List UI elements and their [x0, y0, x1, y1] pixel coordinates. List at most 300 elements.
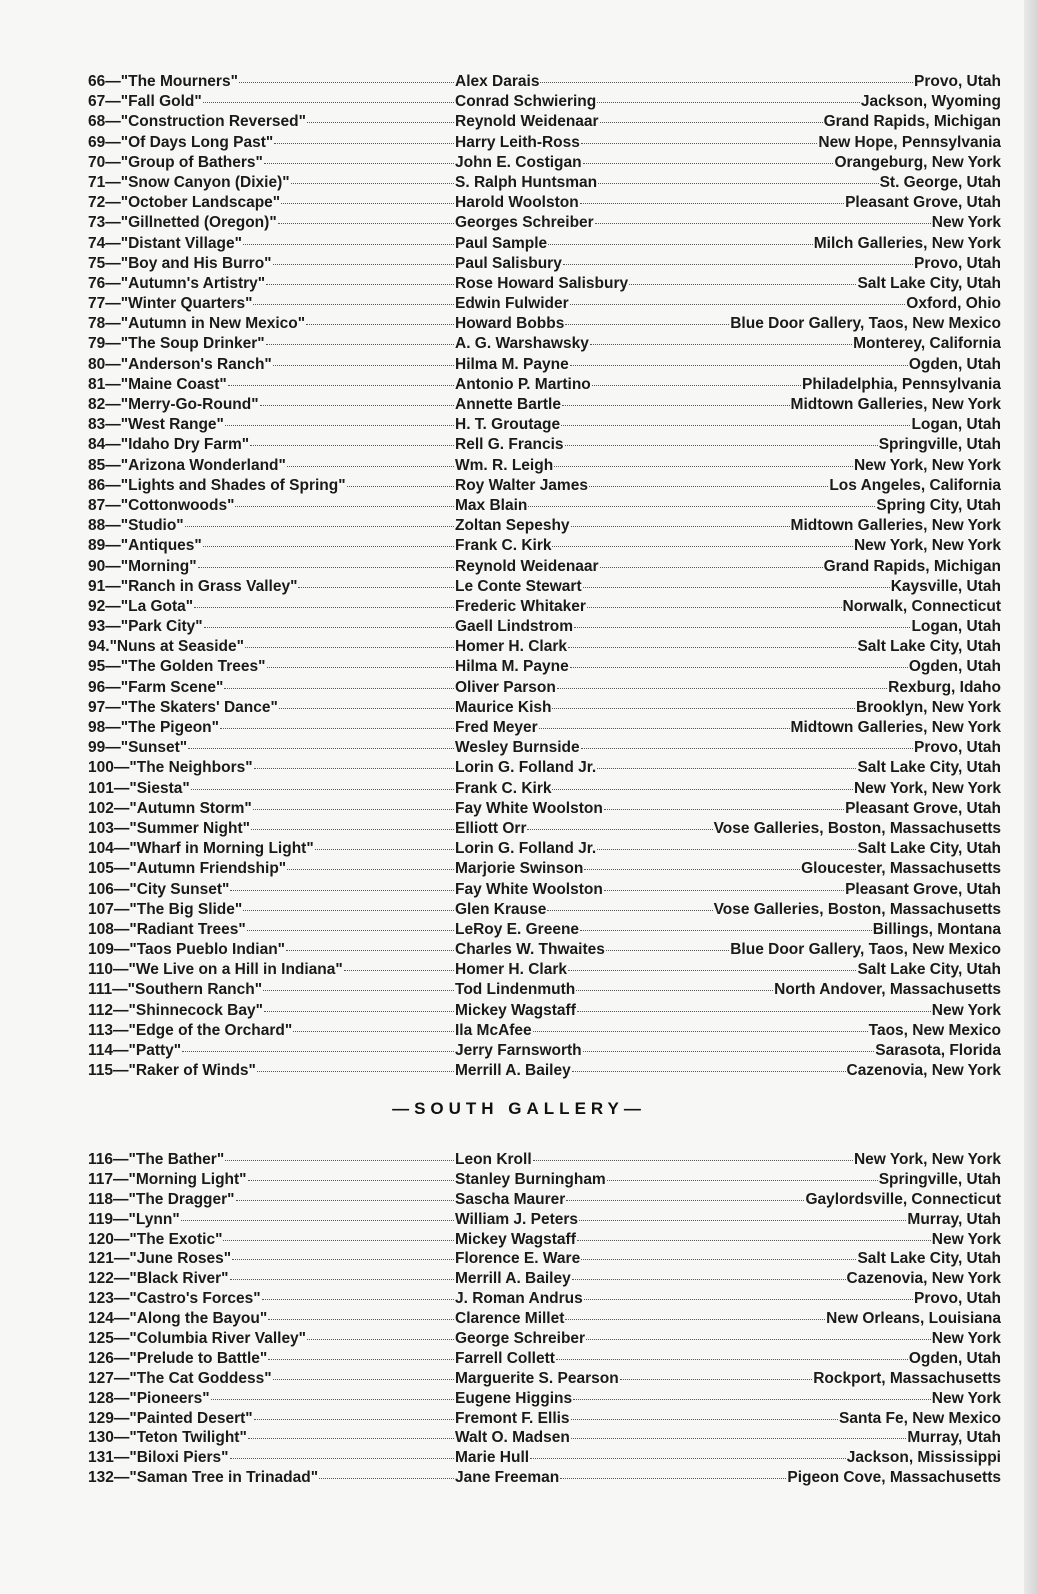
dot-leader	[572, 1070, 846, 1072]
entry-title-group	[88, 1309, 455, 1329]
entry-title: "Along the Bayou"	[129, 1310, 268, 1328]
entry-artist: Zoltan Sepeshy	[455, 517, 570, 535]
entry-artist-group	[455, 1389, 1001, 1409]
entry-artist: Edwin Fulwider	[455, 295, 569, 313]
entry-location: Pleasant Grove, Utah	[845, 799, 1001, 817]
page-edge	[1024, 0, 1038, 1594]
entry-title: "The Bather"	[128, 1151, 225, 1168]
entry-artist-group	[455, 779, 1001, 799]
entry-title: "Gillnetted (Oregon)"	[120, 214, 277, 232]
dot-leader	[264, 1010, 454, 1012]
dot-leader	[563, 263, 913, 265]
entry-artist: John E. Costigan	[455, 153, 582, 171]
catalog-entry	[88, 738, 1001, 758]
entry-location: New York	[931, 1230, 1001, 1248]
entry-number: 81—	[88, 375, 121, 393]
dot-leader	[600, 566, 823, 568]
catalog-entry	[88, 395, 1001, 415]
entry-artist-group	[455, 234, 1001, 254]
entry-title: "Prelude to Battle"	[129, 1349, 268, 1367]
dot-leader	[291, 182, 454, 184]
catalog-entry	[88, 799, 1001, 819]
catalog-entry	[88, 476, 1001, 496]
dot-leader	[273, 364, 454, 366]
entry-title: "Painted Desert"	[129, 1409, 253, 1427]
entry-number: 129—	[88, 1409, 130, 1427]
entry-artist: Fay White Woolston	[455, 880, 603, 898]
entry-number: 70—	[88, 153, 121, 171]
entry-title: "Maine Coast"	[120, 375, 227, 393]
entry-number: 82—	[88, 396, 121, 413]
entry-location: Midtown Galleries, New York	[790, 396, 1001, 413]
entry-number: 120—	[88, 1230, 130, 1248]
entry-location: Pigeon Cove, Massachusetts	[787, 1469, 1001, 1487]
entry-title: "Saman Tree in Trinadad"	[129, 1469, 319, 1487]
entry-title: "Morning Light"	[128, 1170, 247, 1188]
entry-location: New York	[931, 1330, 1001, 1348]
entry-number: 99—	[88, 739, 121, 757]
entry-location: Provo, Utah	[914, 1290, 1001, 1308]
entry-number: 93—	[88, 618, 121, 636]
entry-number: 126—	[88, 1349, 130, 1367]
entry-artist: Tod Lindenmuth	[455, 981, 576, 999]
entry-artist: Rose Howard Salisbury	[455, 274, 629, 292]
dot-leader	[181, 1219, 454, 1221]
dot-leader	[287, 868, 454, 870]
catalog-entry	[88, 72, 1001, 92]
catalog-entry	[88, 1170, 1001, 1190]
dot-leader	[562, 404, 790, 406]
entry-artist-group	[455, 1289, 1001, 1309]
entry-title-group	[88, 577, 455, 597]
dot-leader	[278, 222, 454, 224]
entry-artist: Antonio P. Martino	[455, 375, 591, 393]
catalog-entry	[88, 193, 1001, 213]
catalog-entry	[88, 1001, 1001, 1021]
dot-leader	[185, 525, 454, 527]
entry-location: New Orleans, Louisiana	[826, 1310, 1001, 1328]
catalog-entry	[88, 516, 1001, 536]
entry-title-group	[88, 334, 455, 354]
entry-title: "City Sunset"	[129, 880, 230, 898]
entry-artist: Elliott Orr	[455, 819, 527, 837]
entry-title-group	[88, 153, 455, 173]
entry-number: 122—	[88, 1270, 130, 1288]
entry-artist: Farrell Collett	[455, 1349, 555, 1367]
entry-number: 75—	[88, 254, 121, 272]
entry-location: Orangeburg, New York	[834, 153, 1001, 171]
dot-leader	[279, 707, 454, 709]
entry-artist-group	[455, 476, 1001, 496]
dot-leader	[554, 465, 853, 467]
entry-number: 110—	[88, 961, 129, 979]
entry-title: "Lights and Shades of Spring"	[120, 476, 346, 494]
catalog-entry	[88, 859, 1001, 879]
entry-artist: Charles W. Thwaites	[455, 941, 605, 959]
entry-artist: Max Blain	[455, 496, 528, 514]
entry-artist: Maurice Kish	[455, 698, 552, 716]
entry-location: Kaysville, Utah	[890, 577, 1001, 595]
entry-title: "Nuns at Seaside"	[109, 638, 244, 656]
dot-leader	[565, 323, 729, 325]
entry-number: 97—	[88, 698, 121, 716]
entry-location: North Andover, Massachusetts	[774, 981, 1001, 999]
dot-leader	[571, 525, 790, 527]
dot-leader	[539, 727, 790, 729]
catalog-entry	[88, 1041, 1001, 1061]
entry-artist-group	[455, 294, 1001, 314]
catalog-entry	[88, 1468, 1001, 1488]
entry-title-group	[88, 1190, 455, 1210]
entry-artist-group	[455, 577, 1001, 597]
entry-title: "Winter Quarters"	[120, 295, 253, 313]
entry-title-group	[88, 718, 455, 738]
dot-leader	[547, 909, 712, 911]
entry-artist-group	[455, 960, 1001, 980]
entry-location: Rexburg, Idaho	[888, 678, 1001, 696]
dot-leader	[228, 384, 454, 386]
entry-artist-group	[455, 718, 1001, 738]
entry-title: "The Big Slide"	[129, 900, 243, 918]
dot-leader	[570, 303, 906, 305]
entry-location: Vose Galleries, Boston, Massachusetts	[713, 819, 1001, 837]
entry-location: New Hope, Pennsylvania	[818, 133, 1001, 151]
entry-title-group	[88, 213, 455, 233]
entry-artist: Mickey Wagstaff	[455, 1001, 576, 1019]
entry-location: New York	[931, 214, 1001, 232]
dot-leader	[566, 1199, 804, 1201]
entry-artist-group	[455, 1150, 1001, 1170]
entry-title-group	[88, 920, 455, 940]
entry-artist-group	[455, 1428, 1001, 1448]
entry-artist: Stanley Burningham	[455, 1170, 606, 1188]
entry-location: Midtown Galleries, New York	[790, 719, 1001, 736]
entry-location: Logan, Utah	[911, 618, 1001, 636]
entry-artist: Reynold Weidenaar	[455, 113, 599, 131]
catalog-entry	[88, 718, 1001, 738]
entry-title: "Siesta"	[129, 779, 190, 797]
entry-title: "The Mourners"	[120, 73, 238, 90]
entry-title: "The Cat Goddess"	[129, 1369, 272, 1387]
catalog-entry	[88, 153, 1001, 173]
catalog-entry	[88, 1428, 1001, 1448]
entry-title-group	[88, 1170, 455, 1190]
entry-title: "Autumn Storm"	[129, 799, 252, 817]
entry-location: Salt Lake City, Utah	[857, 638, 1001, 656]
dot-leader	[319, 1477, 454, 1479]
catalog-entry	[88, 557, 1001, 577]
entry-title: "Farm Scene"	[120, 678, 224, 696]
catalog-entry	[88, 839, 1001, 859]
entry-number: 106—	[88, 880, 130, 898]
entry-title: "Radiant Trees"	[129, 920, 246, 938]
entry-artist: Le Conte Stewart	[455, 577, 582, 595]
entry-title: "Merry-Go-Round"	[120, 396, 259, 413]
entry-title-group	[88, 173, 455, 193]
entry-artist: Leon Kroll	[455, 1151, 532, 1168]
entry-title-group	[88, 314, 455, 334]
entry-title-group	[88, 1041, 455, 1061]
entry-artist: Hilma M. Payne	[455, 658, 569, 676]
entry-title-group	[88, 536, 455, 556]
entry-number: 121—	[88, 1250, 130, 1268]
south-gallery-list	[88, 1150, 1001, 1488]
entry-title-group	[88, 859, 455, 879]
dot-leader	[248, 1437, 454, 1439]
catalog-entry	[88, 1021, 1001, 1041]
dot-leader	[574, 626, 910, 628]
dot-leader	[307, 121, 454, 123]
dot-leader	[315, 848, 454, 850]
entry-artist-group	[455, 72, 1001, 92]
entry-artist: Marie Hull	[455, 1449, 530, 1467]
entry-title: "Boy and His Burro"	[120, 254, 272, 272]
catalog-entry	[88, 254, 1001, 274]
entry-number: 118—	[88, 1190, 129, 1208]
entry-location: Los Angeles, California	[829, 476, 1001, 494]
entry-artist: Frank C. Kirk	[455, 537, 552, 555]
entry-title: "Autumn Friendship"	[129, 860, 287, 878]
entry-number: 71—	[88, 173, 121, 191]
entry-artist-group	[455, 1061, 1001, 1081]
entry-title: "Sunset"	[120, 739, 188, 757]
dot-leader	[281, 202, 454, 204]
dot-leader	[224, 687, 454, 689]
entry-artist-group	[455, 1409, 1001, 1429]
dot-leader	[581, 747, 913, 749]
dot-leader	[298, 586, 454, 588]
entry-title-group	[88, 799, 455, 819]
entry-artist-group	[455, 557, 1001, 577]
entry-title-group	[88, 1210, 455, 1230]
entry-artist: Paul Sample	[455, 234, 548, 252]
dot-leader	[570, 666, 908, 668]
entry-artist: Rell G. Francis	[455, 436, 564, 454]
catalog-entry	[88, 617, 1001, 637]
catalog-entry	[88, 456, 1001, 476]
entry-artist: Clarence Millet	[455, 1310, 565, 1328]
entry-location: Midtown Galleries, New York	[790, 517, 1001, 535]
entry-artist-group	[455, 112, 1001, 132]
entry-artist-group	[455, 1448, 1001, 1468]
entry-artist-group	[455, 435, 1001, 455]
entry-artist-group	[455, 375, 1001, 395]
entry-location: Milch Galleries, New York	[813, 234, 1001, 252]
catalog-entry	[88, 415, 1001, 435]
entry-title: "Taos Pueblo Indian"	[129, 941, 286, 959]
entry-title: "West Range"	[120, 416, 224, 434]
catalog-entry	[88, 577, 1001, 597]
entry-location: Salt Lake City, Utah	[857, 759, 1001, 777]
dot-leader	[597, 767, 856, 769]
entry-number: 84—	[88, 436, 121, 454]
dot-leader	[583, 162, 834, 164]
dot-leader	[211, 1398, 454, 1400]
entry-artist-group	[455, 1190, 1001, 1210]
entry-number: 101—	[88, 779, 130, 797]
dot-leader	[266, 283, 454, 285]
dot-leader	[194, 606, 454, 608]
entry-artist-group	[455, 213, 1001, 233]
entry-title-group	[88, 1269, 455, 1289]
entry-artist-group	[455, 738, 1001, 758]
dot-leader	[239, 81, 454, 83]
entry-title: "Southern Ranch"	[127, 981, 263, 999]
north-gallery-list	[88, 72, 1001, 1081]
catalog-entry	[88, 213, 1001, 233]
dot-leader	[225, 1159, 454, 1161]
entry-title: "The Exotic"	[129, 1230, 223, 1248]
entry-title: "Lynn"	[128, 1210, 180, 1228]
entry-title-group	[88, 435, 455, 455]
entry-artist-group	[455, 274, 1001, 294]
entry-location: Pleasant Grove, Utah	[845, 194, 1001, 212]
entry-artist-group	[455, 617, 1001, 637]
entry-title-group	[88, 1448, 455, 1468]
entry-title: "Fall Gold"	[120, 93, 202, 111]
dot-leader	[250, 444, 454, 446]
dot-leader	[247, 929, 454, 931]
dot-leader	[225, 424, 454, 426]
dot-leader	[600, 121, 823, 123]
entry-artist-group	[455, 1269, 1001, 1289]
entry-location: Ogden, Utah	[908, 355, 1001, 373]
catalog-entry	[88, 1329, 1001, 1349]
dot-leader	[263, 989, 454, 991]
dot-leader	[604, 889, 844, 891]
dot-leader	[182, 1050, 454, 1052]
catalog-entry	[88, 920, 1001, 940]
dot-leader	[273, 1378, 454, 1380]
entry-artist-group	[455, 173, 1001, 193]
entry-number: 73—	[88, 214, 121, 232]
entry-location: Monterey, California	[853, 335, 1001, 353]
dot-leader	[568, 969, 856, 971]
dot-leader	[243, 909, 454, 911]
entry-location: St. George, Utah	[879, 173, 1001, 191]
entry-title: "Pioneers"	[129, 1389, 210, 1407]
entry-number: 109—	[88, 941, 130, 959]
entry-location: Gloucester, Massachusetts	[801, 860, 1001, 878]
entry-title-group	[88, 1230, 455, 1250]
entry-artist-group	[455, 678, 1001, 698]
dot-leader	[580, 929, 872, 931]
dot-leader	[287, 465, 454, 467]
entry-location: New York, New York	[853, 537, 1001, 555]
dot-leader	[597, 848, 856, 850]
entry-number: 124—	[88, 1310, 130, 1328]
entry-artist-group	[455, 1309, 1001, 1329]
entry-title: "We Live on a Hill in Indiana"	[128, 961, 343, 979]
dot-leader	[604, 808, 844, 810]
dot-leader	[607, 1179, 878, 1181]
entry-number: 77—	[88, 295, 121, 313]
dot-leader	[581, 142, 817, 144]
entry-artist-group	[455, 254, 1001, 274]
entry-artist: Roy Walter James	[455, 476, 588, 494]
catalog-entry	[88, 334, 1001, 354]
entry-title: "Teton Twilight"	[129, 1429, 247, 1447]
dot-leader	[576, 989, 773, 991]
entry-title: "Shinnecock Bay"	[128, 1001, 263, 1019]
entry-artist-group	[455, 940, 1001, 960]
entry-artist: Eugene Higgins	[455, 1389, 573, 1407]
catalog-entry	[88, 1309, 1001, 1329]
entry-artist: William J. Peters	[455, 1210, 579, 1228]
entry-artist: Mickey Wagstaff	[455, 1230, 576, 1248]
entry-title-group	[88, 193, 455, 213]
entry-title-group	[88, 960, 455, 980]
catalog-entry	[88, 900, 1001, 920]
entry-title-group	[88, 92, 455, 112]
entry-artist: A. G. Warshawsky	[455, 335, 589, 353]
entry-number: 95—	[88, 658, 121, 676]
entry-artist-group	[455, 395, 1001, 415]
catalog-entry	[88, 597, 1001, 617]
dot-leader	[235, 505, 454, 507]
dot-leader	[188, 747, 454, 749]
catalog-entry	[88, 1369, 1001, 1389]
entry-title-group	[88, 294, 455, 314]
entry-artist-group	[455, 637, 1001, 657]
entry-artist-group	[455, 1369, 1001, 1389]
entry-location: Salt Lake City, Utah	[857, 274, 1001, 292]
entry-title: "The Neighbors"	[129, 759, 253, 777]
entry-title: "Cottonwoods"	[120, 496, 235, 514]
entry-artist-group	[455, 920, 1001, 940]
entry-title-group	[88, 900, 455, 920]
entry-artist-group	[455, 1041, 1001, 1061]
dot-leader	[533, 1159, 853, 1161]
entry-title: "Of Days Long Past"	[120, 133, 274, 151]
entry-title-group	[88, 112, 455, 132]
entry-title-group	[88, 819, 455, 839]
entry-title: "La Gota"	[120, 597, 194, 615]
entry-artist: H. T. Groutage	[455, 416, 561, 434]
entry-title-group	[88, 1061, 455, 1081]
entry-number: 83—	[88, 416, 121, 434]
entry-title-group	[88, 1249, 455, 1269]
entry-title: "Anderson's Ranch"	[120, 355, 272, 373]
entry-artist: S. Ralph Huntsman	[455, 173, 598, 191]
dot-leader	[198, 566, 454, 568]
catalog-entry	[88, 1269, 1001, 1289]
entry-title-group	[88, 1150, 455, 1170]
entry-artist: Frank C. Kirk	[455, 779, 552, 797]
entry-location: Brooklyn, New York	[856, 698, 1001, 716]
entry-artist-group	[455, 314, 1001, 334]
entry-artist-group	[455, 900, 1001, 920]
entry-number: 74—	[88, 234, 121, 252]
entry-location: Grand Rapids, Michigan	[823, 557, 1001, 575]
entry-location: Jackson, Wyoming	[860, 93, 1001, 111]
dot-leader	[220, 727, 454, 729]
entry-artist: Conrad Schwiering	[455, 93, 597, 111]
catalog-entry	[88, 1210, 1001, 1230]
dot-leader	[557, 687, 887, 689]
entry-artist: George Schreiber	[455, 1330, 586, 1348]
dot-leader	[583, 586, 890, 588]
entry-artist: Lorin G. Folland Jr.	[455, 759, 597, 777]
entry-artist: J. Roman Andrus	[455, 1290, 583, 1308]
entry-number: 66—	[88, 73, 121, 90]
catalog-entry	[88, 1249, 1001, 1269]
entry-artist: Paul Salisbury	[455, 254, 562, 272]
catalog-entry	[88, 960, 1001, 980]
entry-artist-group	[455, 415, 1001, 435]
entry-title: "Ranch in Grass Valley"	[120, 577, 298, 595]
dot-leader	[527, 828, 712, 830]
